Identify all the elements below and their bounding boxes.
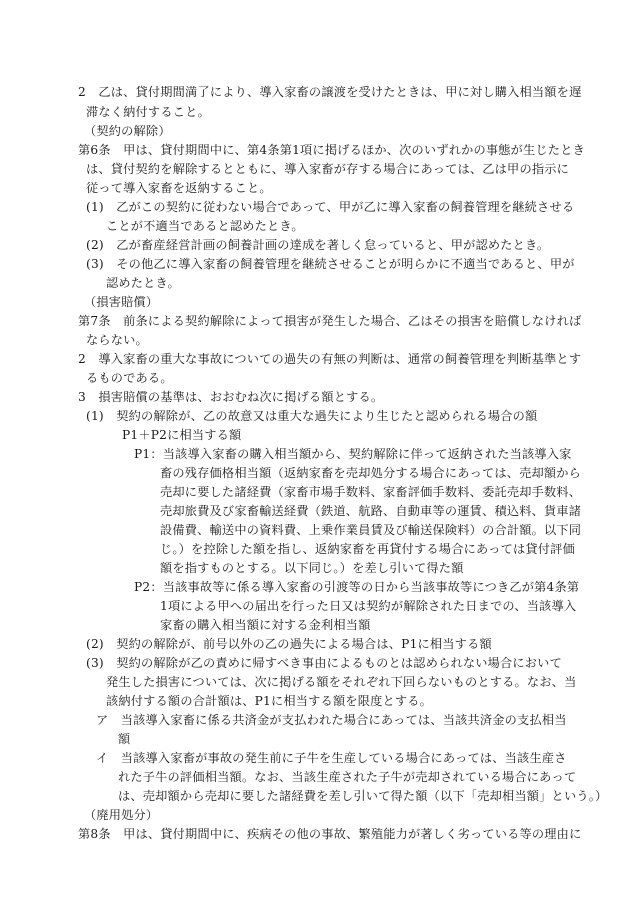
text-line: 従って導入家畜を返納すること。 (86, 181, 272, 195)
text-line: 額を指すものとする。以下同じ。）を差し引いて得た額 (160, 561, 464, 575)
article-heading-line: 第7条 前条による契約解除によって損害が発生した場合、乙はその損害を賠償しなければ (78, 314, 582, 328)
text-line: 滞なく納付すること。 (86, 105, 210, 119)
text-line: 家畜の購入相当額に対する金利相当額 (160, 618, 371, 632)
text-line: 畜の残存価格相当額（返納家畜を売却処分する場合にあっては、売却額から (160, 466, 582, 480)
article-heading-line: 第8条 甲は、貸付期間中に、疾病その他の事故、繁殖能力が著しく劣っている等の理由に (78, 827, 582, 841)
text-line: 該納付する額の合計額は、P1に相当する額を限度とする。 (106, 694, 433, 708)
definition-line: P2：当該事故等に係る導入家畜の引渡等の日から当該事故等につき乙が第4条第 (134, 580, 580, 594)
formula-line: P1＋P2に相当する額 (122, 428, 242, 442)
section-heading: （廃用処分） (84, 808, 159, 822)
section-heading: （損害賠償） (84, 295, 159, 309)
text-line: は、貸付契約を解除するとともに、導入家畜が存する場合にあっては、乙は甲の指示に (86, 162, 569, 176)
text-line: 2 導入家畜の重大な事故についての過失の有無の判断は、通常の飼養管理を判断基準とす (78, 352, 582, 366)
list-item: (1) 契約の解除が、乙の故意又は重大な過失により生じたと認められる場合の額 (86, 409, 538, 423)
text-line: れた子牛の評価相当額。なお、当該生産された子牛が売却されている場合にあって (118, 770, 577, 784)
text-line: じ。）を控除した額を指し、返納家畜を再貸付する場合にあっては貸付評価 (160, 542, 575, 556)
list-item: (2) 契約の解除が、前号以外の乙の過失による場合は、P1に相当する額 (86, 637, 492, 651)
list-item: (1) 乙がこの契約に従わない場合であって、甲が乙に導入家畜の飼養管理を継続させる (86, 200, 575, 214)
list-item: (3) その他乙に導入家畜の飼養管理を継続させることが明らかに不適当であると、甲が (86, 257, 575, 271)
text-line: 1項による甲への届出を行った日又は契約が解除された日までの、当該導入 (160, 599, 577, 613)
article-heading-line: 第6条 甲は、貸付期間中に、第4条第1項に掲げるほか、次のいずれかの事態が生じたとき (78, 143, 585, 157)
text-line: ならない。 (86, 333, 148, 347)
text-line: は、売却額から売却に要した諸経費を差し引いて得た額（以下「売却相当額」という。） (118, 789, 608, 803)
text-line: 発生した損害については、次に掲げる額をそれぞれ下回らないものとする。なお、当 (106, 675, 577, 689)
text-line: 2 乙は、貸付期間満了により、導入家畜の譲渡を受けたときは、甲に対し購入相当額を遅 (78, 85, 582, 99)
list-item: (3) 契約の解除が乙の責めに帰すべき事由によるものとは認められない場合において (86, 656, 562, 670)
text-line: 売却に要した諸経費（家畜市場手数料、家畜評価手数料、委託売却手数料、 (160, 485, 582, 499)
list-item: イ 当該導入家畜が事故の発生前に子牛を生産している場合にあっては、当該生産さ (96, 751, 567, 765)
definition-line: P1：当該導入家畜の購入相当額から、契約解除に伴って返納された当該導入家 (134, 447, 572, 461)
text-line: 売却旅費及び家畜輸送経費（鉄道、航路、自動車等の運賃、積込料、貨車諸 (160, 504, 582, 518)
list-item: (2) 乙が畜産経営計画の飼養計画の達成を著しく怠っていると、甲が認めたとき。 (86, 238, 550, 252)
section-heading: （契約の解除） (84, 124, 171, 138)
text-line: るものである。 (86, 371, 173, 385)
text-line: 3 損害賠償の基準は、おおむね次に掲げる額とする。 (78, 390, 384, 404)
text-line: 額 (118, 732, 131, 746)
text-line: ことが不適当であると認めたとき。 (106, 219, 304, 233)
list-item: ア 当該導入家畜に係る共済金が支払われた場合にあっては、当該共済金の支払相当 (96, 713, 567, 727)
text-line: 設備費、輸送中の資料費、上乗作業員賃及び輸送保険料）の合計額。以下同 (160, 523, 582, 537)
text-line: 認めたとき。 (106, 276, 180, 290)
